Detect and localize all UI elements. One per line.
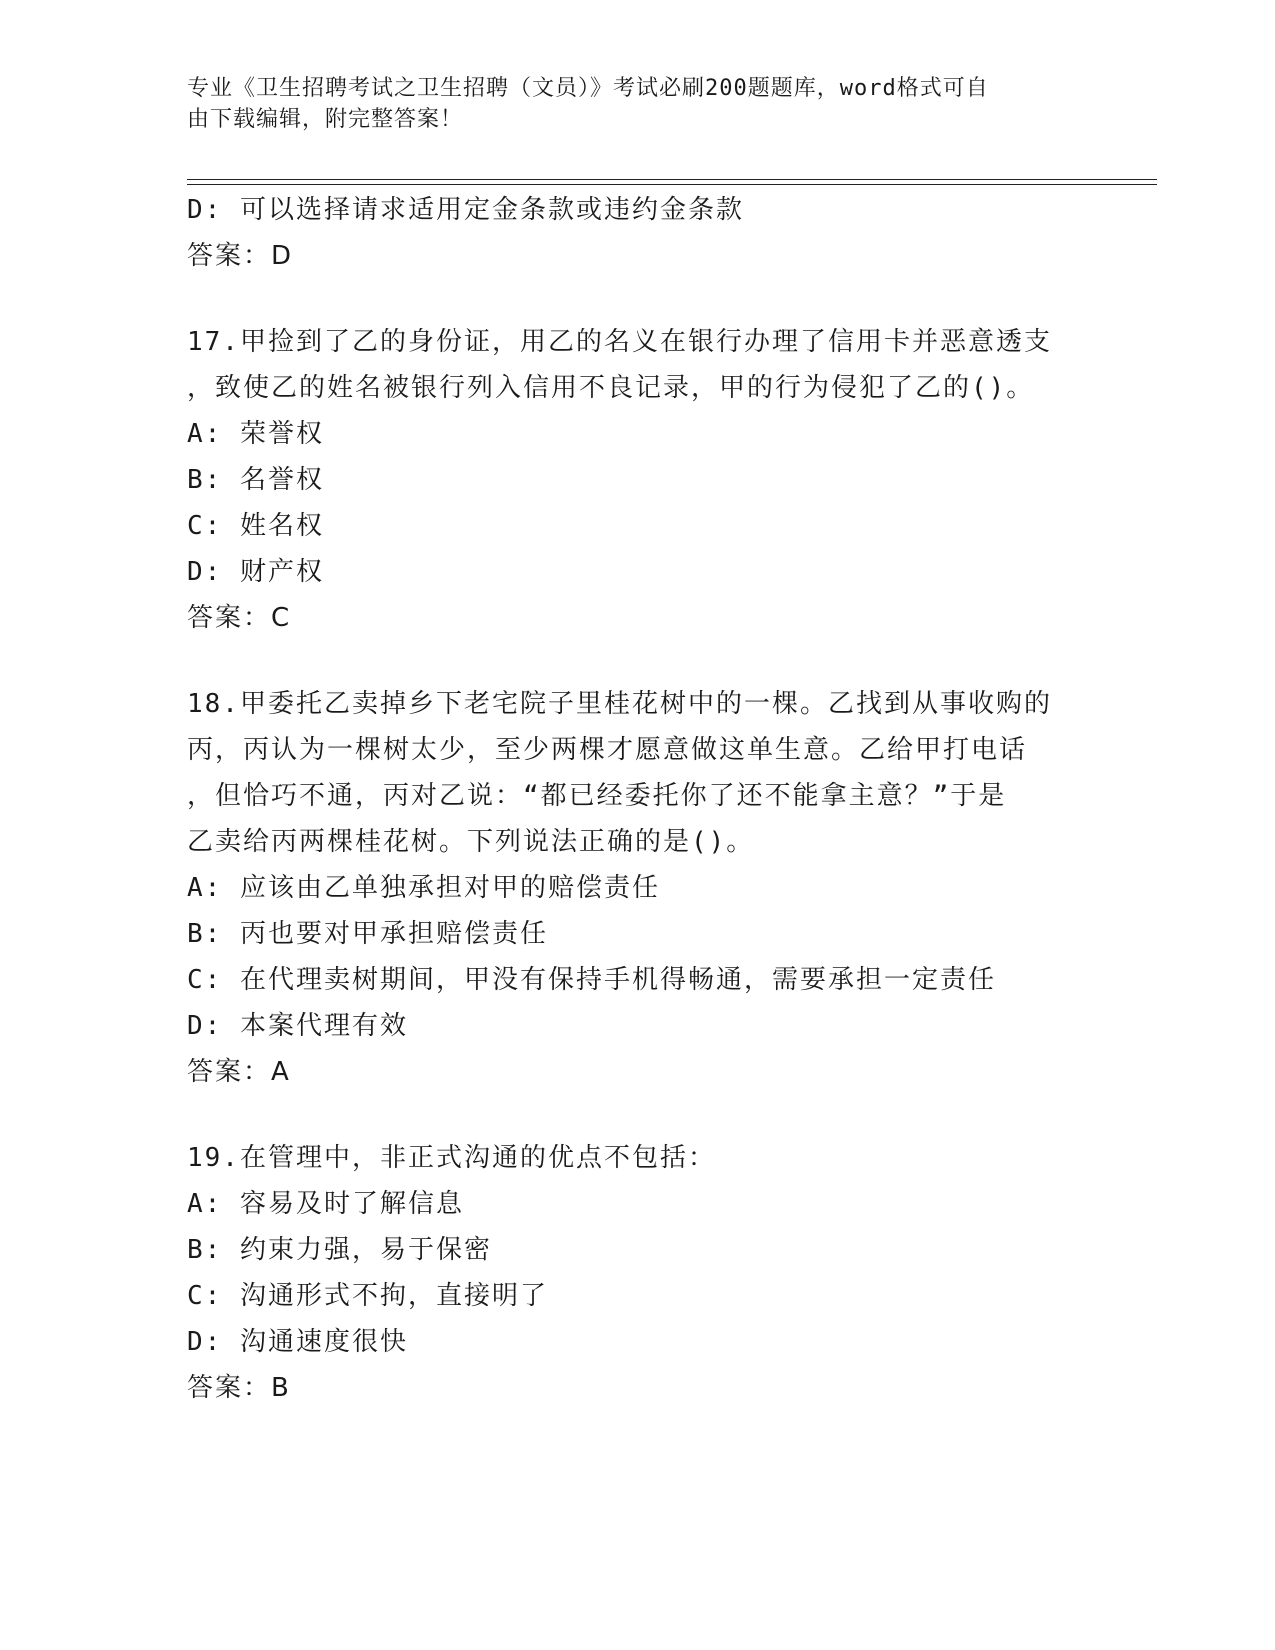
option-a: A: 容易及时了解信息 <box>187 1189 464 1219</box>
answer-line: 答案：B <box>187 1373 291 1403</box>
question-gap <box>187 279 1087 319</box>
question-list <box>187 187 1087 1411</box>
option-c: C: 姓名权 <box>187 511 324 541</box>
question-text-line: ，致使乙的姓名被银行列入信用不良记录，甲的行为侵犯了乙的()。 <box>187 373 1035 403</box>
header-divider-bottom <box>187 184 1157 185</box>
document-header <box>187 73 1067 135</box>
answer-line: 答案：C <box>187 603 292 633</box>
option-c: C: 沟通形式不拘，直接明了 <box>187 1281 548 1311</box>
option-b: B: 名誉权 <box>187 465 324 495</box>
option-a: A: 荣誉权 <box>187 419 324 449</box>
question-18 <box>187 681 1087 1095</box>
option-c: C: 在代理卖树期间，甲没有保持手机得畅通，需要承担一定责任 <box>187 965 996 995</box>
option-d: D: 可以选择请求适用定金条款或违约金条款 <box>187 195 744 225</box>
question-gap <box>187 641 1087 681</box>
option-b: B: 约束力强，易于保密 <box>187 1235 492 1265</box>
question-17 <box>187 319 1087 641</box>
answer-line: 答案：A <box>187 1057 291 1087</box>
question-text-line: 18.甲委托乙卖掉乡下老宅院子里桂花树中的一棵。乙找到从事收购的 <box>187 689 1052 719</box>
answer-line: 答案：D <box>187 241 294 271</box>
question-text-line: ，但恰巧不通，丙对乙说：“都已经委托你了还不能拿主意？”于是 <box>187 781 1007 811</box>
header-line-1: 专业《卫生招聘考试之卫生招聘（文员）》考试必刷200题题库，word格式可自 <box>187 76 989 101</box>
option-d: D: 财产权 <box>187 557 324 587</box>
header-line-2: 由下载编辑，附完整答案！ <box>187 107 464 132</box>
option-b: B: 丙也要对甲承担赔偿责任 <box>187 919 548 949</box>
question-gap <box>187 1095 1087 1135</box>
option-a: A: 应该由乙单独承担对甲的赔偿责任 <box>187 873 660 903</box>
header-divider-top <box>187 179 1157 180</box>
question-text-line: 丙，丙认为一棵树太少，至少两棵才愿意做这单生意。乙给甲打电话 <box>187 735 1028 765</box>
question-19 <box>187 1135 1087 1411</box>
option-d: D: 本案代理有效 <box>187 1011 408 1041</box>
previous-question-tail <box>187 187 1087 279</box>
question-text-line: 17.甲捡到了乙的身份证，用乙的名义在银行办理了信用卡并恶意透支 <box>187 327 1052 357</box>
question-text-line: 乙卖给丙两棵桂花树。下列说法正确的是()。 <box>187 827 755 857</box>
option-d: D: 沟通速度很快 <box>187 1327 408 1357</box>
question-text-line: 19.在管理中，非正式沟通的优点不包括： <box>187 1143 716 1173</box>
